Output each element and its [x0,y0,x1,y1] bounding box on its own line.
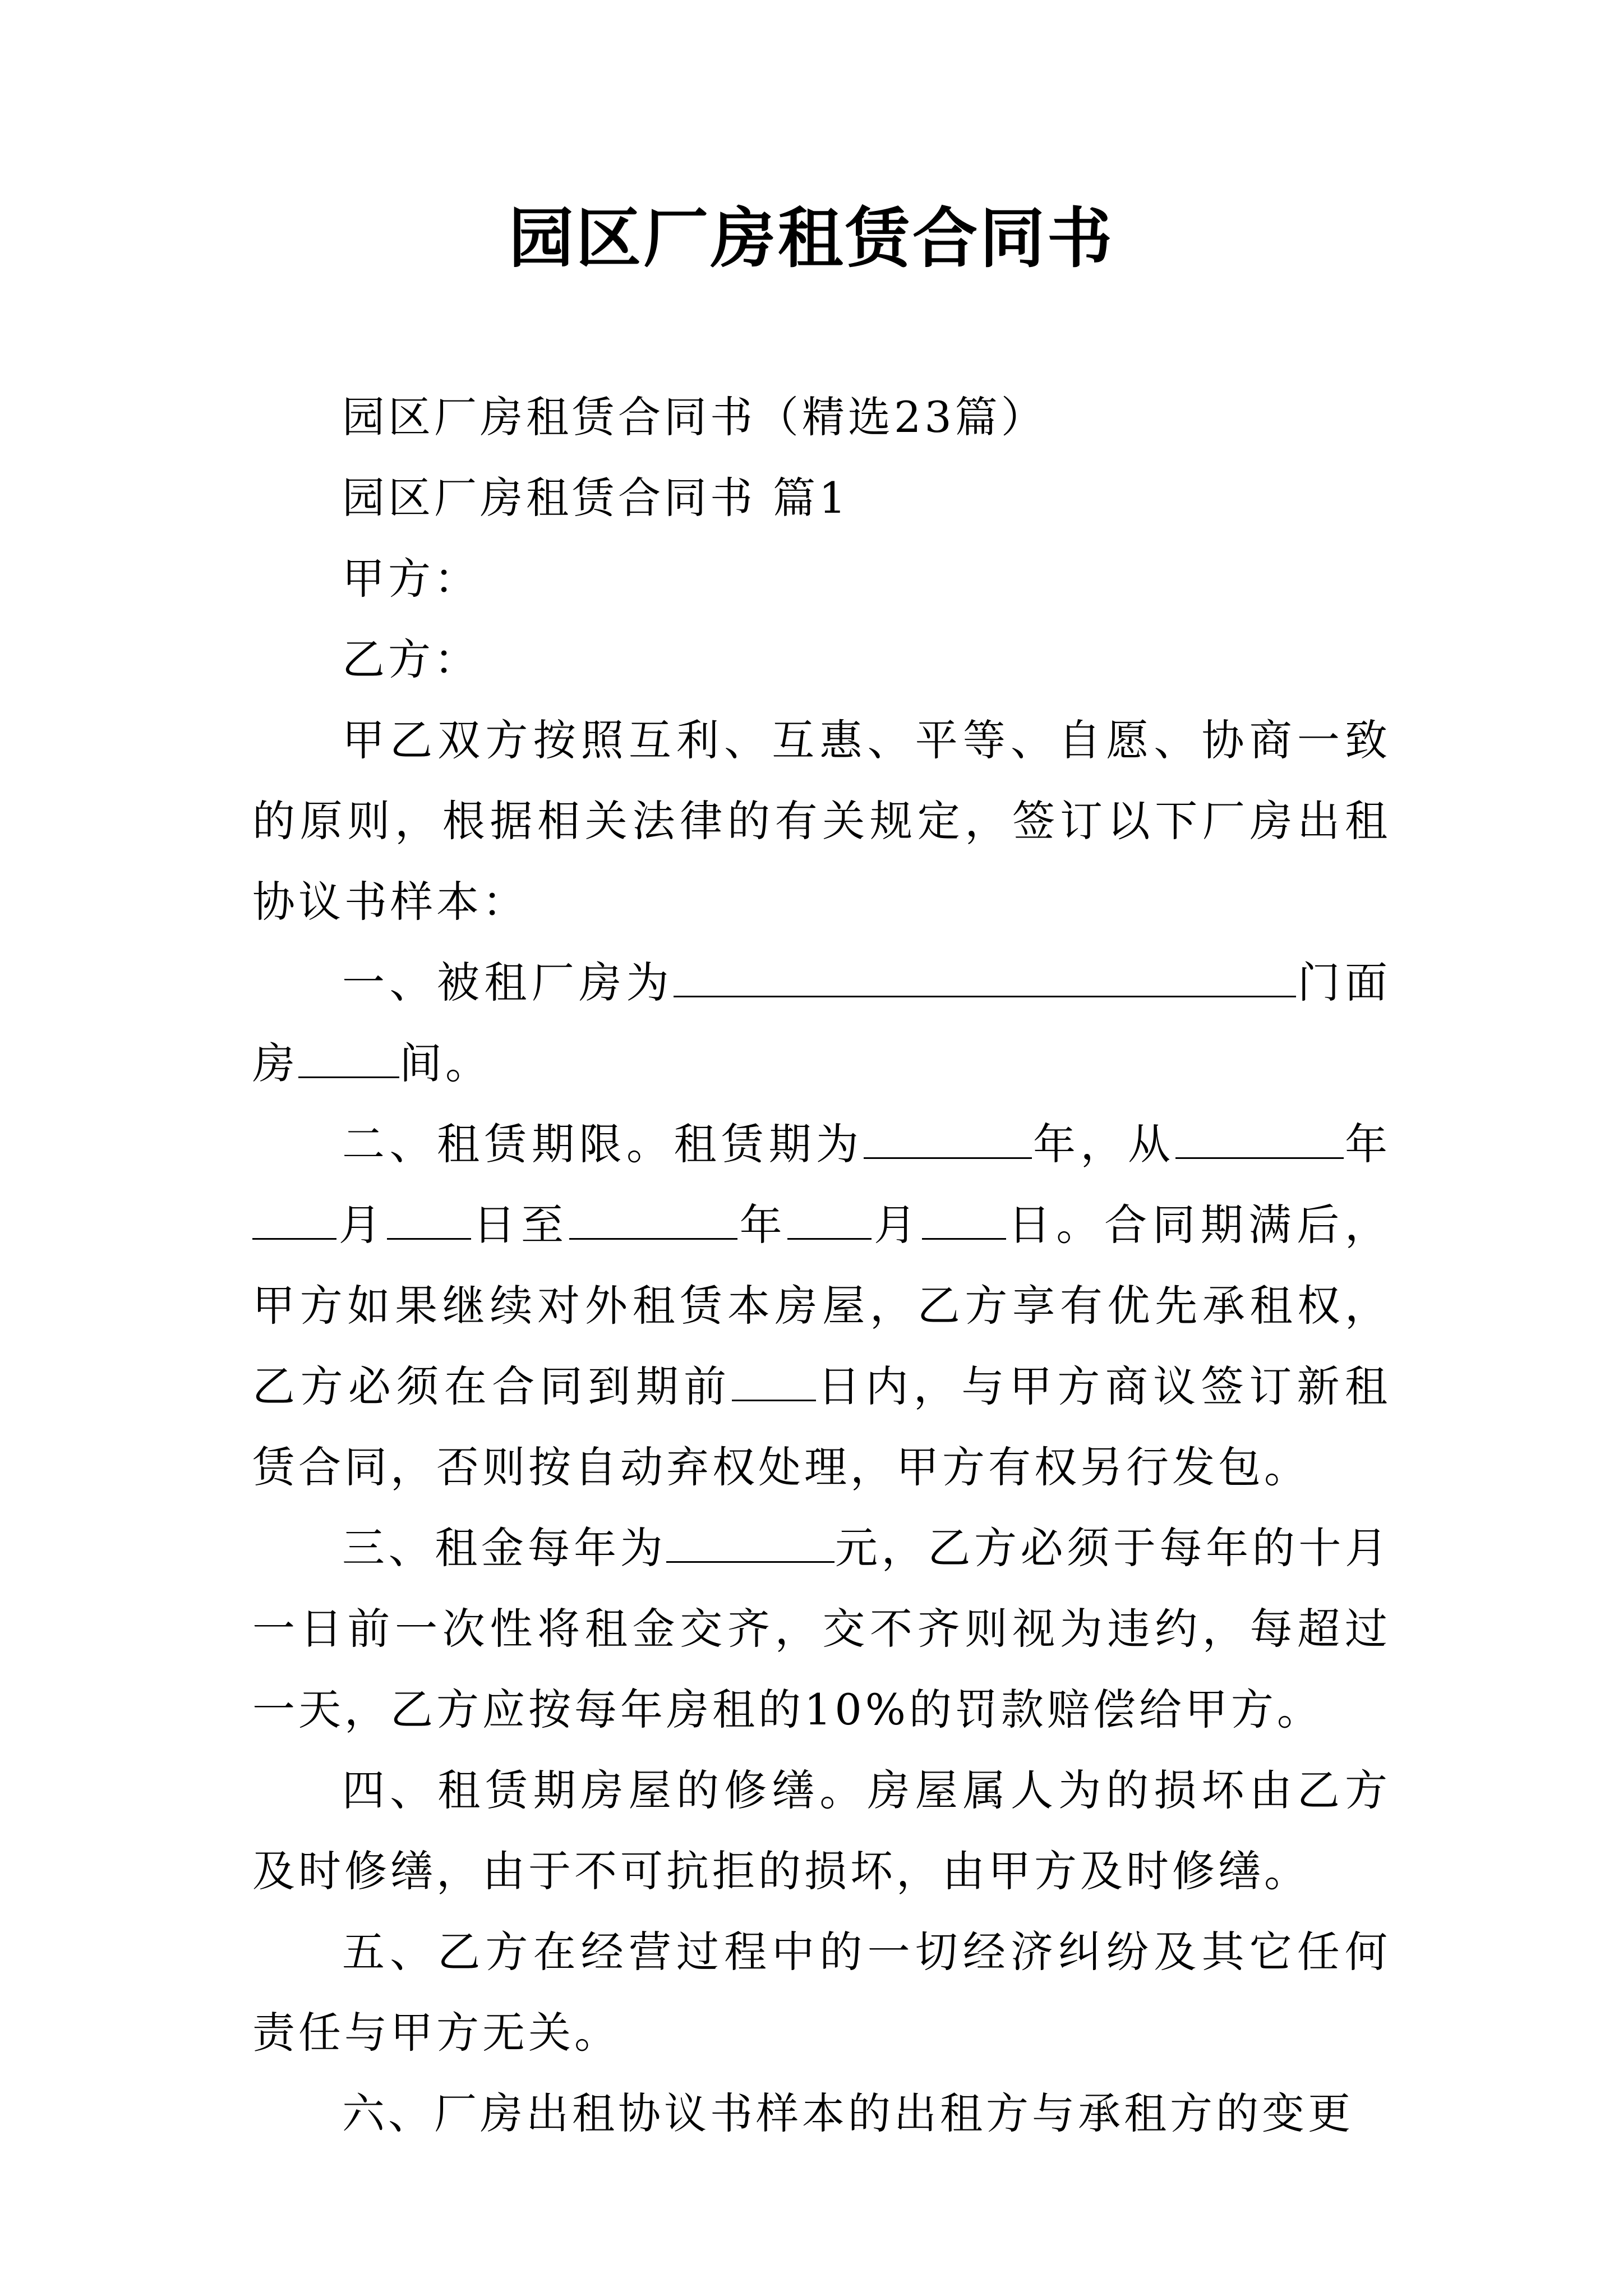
clause-5: 五、乙方在经营过程中的一切经济纠纷及其它任何责任与甲方无关。 [252,1927,1391,2058]
clause-2 [252,1104,1391,1508]
document-subtitle: 园区厂房租赁合同书（精选23篇） [342,392,1047,442]
premises-blank [674,960,1296,997]
clause-6: 六、厂房出租协议书样本的出租方与承租方的变更 [342,2088,1354,2138]
start-day-blank [387,1202,471,1240]
clause-1-text-a: 一、被租厂房为 [342,958,674,1007]
end-month-blank [787,1202,872,1240]
clause-2-text-d: 月 [336,1200,387,1250]
room-count-blank [298,1041,399,1078]
clause-2-text-a: 二、租赁期限。租赁期为 [342,1119,864,1169]
clause-4: 四、租赁期房屋的修缮。房屋属人为的损坏由乙方及时修缮，由于不可抗拒的损坏，由甲方及时修缮。 [252,1765,1391,1896]
clause-2-text-f: 年 [737,1200,788,1250]
document-body [252,377,1391,2154]
clause-1 [252,942,1391,1104]
clause-3 [252,1508,1391,1750]
clause-3-text-b: 元，乙方必须于每年的十月一日前一次性将租金交齐，交不齐则视为违约，每超过一天，乙方应按每年房租的10%的罚款赔偿给甲方。 [252,1523,1391,1734]
party-b-label: 乙方： [342,634,480,684]
intro-paragraph: 甲乙双方按照互利、互惠、平等、自愿、协商一致的原则，根据相关法律的有关规定，签订以下厂房出租协议书样本： [252,715,1391,927]
annual-rent-blank [666,1525,834,1563]
document-title: 园区厂房租赁合同书 [509,200,1114,277]
clause-2-text-b: 年，从 [1031,1119,1175,1169]
clause-1-text-c: 间。 [399,1038,491,1088]
notice-days-blank [732,1364,816,1401]
start-month-blank [252,1202,336,1240]
clause-2-text-c: 年 [1343,1119,1391,1169]
party-a-label: 甲方： [342,554,480,604]
clause-2-text-g: 月 [872,1200,922,1250]
end-year-blank [569,1202,737,1240]
lease-years-blank [864,1121,1032,1159]
clause-2-text-h: 日。合同期满后，甲方如果继续对外租赁本房屋，乙方享有优先承租权，乙方必须在合同到期前 [252,1200,1391,1411]
clause-2-text-e: 日至 [471,1200,569,1250]
start-year-blank [1175,1121,1344,1159]
end-day-blank [922,1202,1006,1240]
clause-3-text-a: 三、租金每年为 [342,1523,667,1573]
clause-2-text-i: 日内，与甲方商议签订新租赁合同，否则按自动弃权处理，甲方有权另行发包。 [252,1361,1391,1492]
clause-1-text-b: 门面房 [252,958,1391,1088]
section-heading: 园区厂房租赁合同书 篇1 [342,473,850,523]
